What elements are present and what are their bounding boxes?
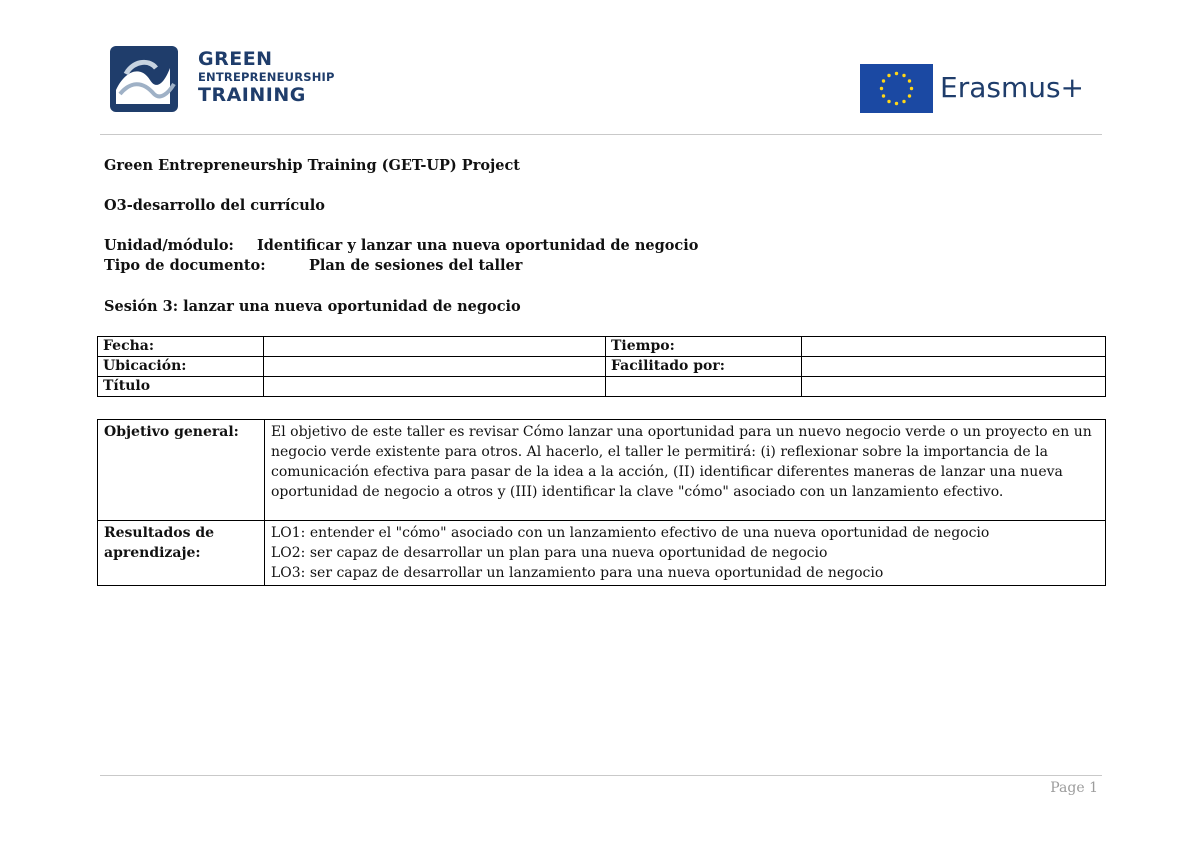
logo-line-1: GREEN — [198, 48, 273, 70]
table-row — [98, 420, 1106, 521]
outcome-item: LO3: ser capaz de desarrollar un lanzamiento para una nueva oportunidad de negocio — [271, 565, 884, 581]
eu-star-icon — [887, 74, 890, 77]
session-title: Sesión 3: lanzar una nueva oportunidad de negocio — [104, 298, 521, 315]
facilitado-value — [802, 357, 1106, 377]
titulo-extra-2 — [802, 377, 1106, 397]
doctype-value: Plan de sesiones del taller — [309, 257, 523, 274]
tiempo-label: Tiempo: — [606, 337, 802, 357]
get-logo-wordmark — [198, 50, 335, 105]
eu-flag-icon — [860, 64, 933, 113]
eu-star-icon — [908, 79, 911, 82]
facilitado-label: Facilitado por: — [606, 357, 802, 377]
green-entrepreneurship-logo — [110, 44, 340, 114]
eu-star-icon — [910, 87, 913, 90]
eu-star-icon — [887, 100, 890, 103]
ubicacion-value — [264, 357, 606, 377]
fecha-label: Fecha: — [98, 337, 264, 357]
doctype-label: Tipo de documento: — [104, 257, 266, 274]
outcome-item: LO1: entender el "cómo" asociado con un lanzamiento efectivo de una nueva oportunidad de negocio — [271, 525, 990, 541]
erasmus-wordmark: Erasmus+ — [940, 71, 1085, 104]
objetivo-label: Objetivo general: — [98, 420, 265, 521]
ubicacion-label: Ubicación: — [98, 357, 264, 377]
unit-label: Unidad/módulo: — [104, 237, 234, 254]
resultados-label — [98, 521, 265, 586]
eu-star-icon — [908, 94, 911, 97]
eu-star-icon — [902, 74, 905, 77]
get-logo-mark-icon — [110, 44, 180, 114]
table-row — [98, 521, 1106, 586]
eu-star-icon — [895, 102, 898, 105]
eu-star-icon — [882, 94, 885, 97]
table-row — [98, 357, 1106, 377]
titulo-label: Título — [98, 377, 264, 397]
logo-line-2: ENTREPRENEURSHIP — [198, 70, 335, 84]
table-row — [98, 337, 1106, 357]
titulo-value — [264, 377, 606, 397]
objectives-table — [97, 419, 1106, 586]
resultados-label-line-2: aprendizaje: — [104, 545, 201, 561]
unit-value: Identificar y lanzar una nueva oportunidad de negocio — [257, 237, 699, 254]
footer-divider — [100, 775, 1102, 776]
session-info-table — [97, 336, 1106, 397]
eu-star-icon — [902, 100, 905, 103]
table-row — [98, 377, 1106, 397]
output-title: O3-desarrollo del currículo — [104, 197, 325, 214]
objetivo-paragraph: El objetivo de este taller es revisar Cómo lanzar una oportunidad para un nuevo negocio verde o un proyecto en un negocio verde existente para otros. Al hacerlo, el taller le permitirá: (i) reflexionar sobre la importancia de la comunicación efectiva para pasar de la idea a la acción, (II) identificar diferentes maneras de lanzar una nueva oportunidad de negocio a otros y (III) identificar la clave "cómo" asociado con un lanzamiento efectivo. — [271, 424, 1092, 500]
header-divider — [100, 134, 1102, 135]
eu-star-icon — [882, 79, 885, 82]
eu-star-icon — [895, 72, 898, 75]
project-title: Green Entrepreneurship Training (GET-UP) Project — [104, 157, 521, 174]
erasmus-plus-logo — [860, 64, 1110, 114]
titulo-extra — [606, 377, 802, 397]
logo-line-3: TRAINING — [198, 83, 306, 106]
outcome-item: LO2: ser capaz de desarrollar un plan para una nueva oportunidad de negocio — [271, 545, 828, 561]
fecha-value — [264, 337, 606, 357]
resultados-label-line-1: Resultados de — [104, 525, 215, 541]
objetivo-text — [265, 420, 1106, 521]
page-number: Page 1 — [1050, 780, 1098, 796]
eu-star-icon — [880, 87, 883, 90]
tiempo-value — [802, 337, 1106, 357]
learning-outcomes — [265, 521, 1106, 586]
